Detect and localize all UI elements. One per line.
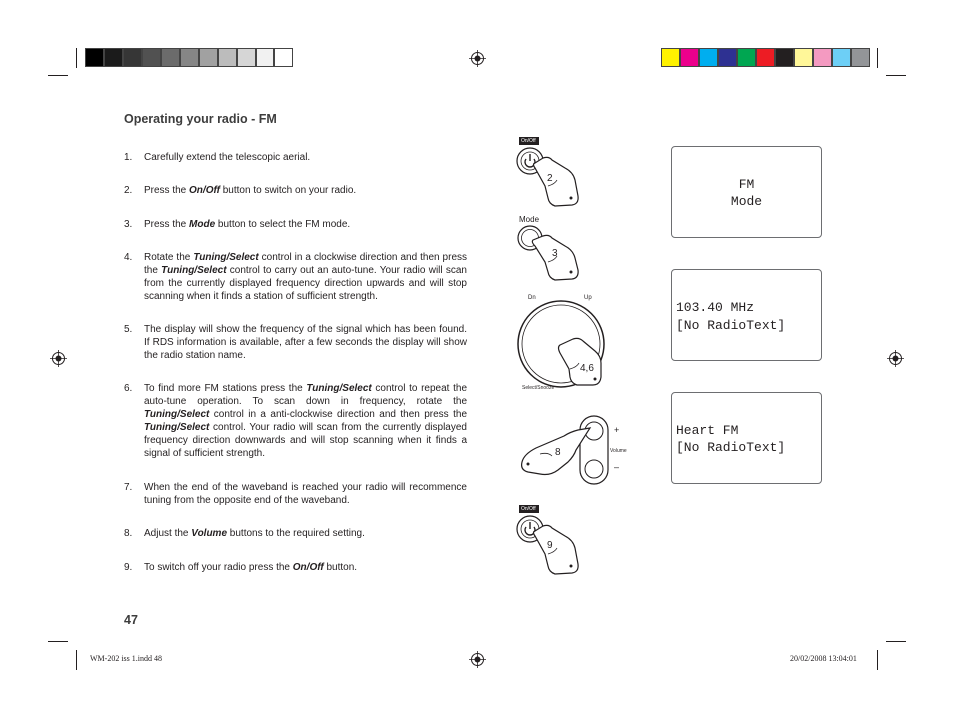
tuning-knob-illustration [515, 293, 615, 393]
gray-swatch [237, 48, 256, 67]
registration-mark-icon [887, 350, 904, 367]
instruction-step [124, 561, 467, 574]
gray-swatch [142, 48, 161, 67]
step-number: 7. [124, 482, 133, 493]
control-name: On/Off [292, 562, 324, 573]
finger-pressing-onoff-icon [515, 134, 595, 210]
step-callout: 8 [555, 447, 561, 458]
mode-button-label: Mode [519, 215, 540, 224]
volume-press-illustration [518, 414, 628, 486]
control-name: On/Off [189, 185, 220, 196]
color-swatch [775, 48, 794, 67]
page-number: 47 [124, 613, 138, 627]
tuning-knob-icon [515, 293, 615, 393]
step-callout: 9 [547, 540, 553, 551]
step-number: 2. [124, 185, 133, 196]
instruction-step [124, 481, 467, 507]
color-swatch [832, 48, 851, 67]
color-swatch [699, 48, 718, 67]
lcd-display-frequency [671, 269, 822, 361]
color-swatch [813, 48, 832, 67]
color-swatch [756, 48, 775, 67]
up-label: Up [584, 295, 592, 301]
instruction-step [124, 251, 467, 303]
crop-mark [877, 650, 878, 670]
step-text: Rotate the Tuning/Select control in a clockwise direction and then press the Tuning/Select control to carry out an auto-tune. Your radio will scan from the currently displayed frequency direction upwards and will stop scanning when it finds a station of sufficient strength. [144, 252, 468, 302]
gray-swatch [218, 48, 237, 67]
step-text: To switch off your radio press the On/Off button. [144, 562, 358, 573]
crop-mark [76, 650, 77, 670]
step-number: 1. [124, 152, 133, 163]
control-name: Tuning/Select [144, 409, 210, 420]
step-callout: 2 [547, 173, 553, 184]
color-swatch [794, 48, 813, 67]
gray-swatch [274, 48, 293, 67]
onoff-button-label: On/Off [521, 138, 536, 144]
dn-label: Dn [528, 295, 536, 301]
crop-mark [48, 641, 68, 642]
crop-mark [886, 75, 906, 76]
step-text: Carefully extend the telescopic aerial. [144, 152, 311, 163]
volume-minus-label: – [614, 462, 620, 472]
step-text: The display will show the frequency of the signal which has been found. If RDS information is available, after a few seconds the display will show the radio station name. [144, 324, 467, 361]
step-text: Press the Mode button to select the FM mode. [144, 219, 351, 230]
lcd-display-station [671, 392, 822, 484]
crop-mark [76, 48, 77, 68]
color-swatch [737, 48, 756, 67]
registration-mark-icon [469, 50, 486, 67]
instruction-step [124, 184, 467, 197]
gray-swatch [180, 48, 199, 67]
gray-swatch [85, 48, 104, 67]
step-text: Adjust the Volume buttons to the required setting. [144, 528, 365, 539]
volume-plus-label: + [614, 425, 620, 435]
step-number: 6. [124, 383, 133, 394]
page-heading: Operating your radio - FM [124, 112, 277, 126]
lcd-display-fm-mode [671, 146, 822, 238]
crop-mark [877, 48, 878, 68]
lcd-line-1: FM [738, 177, 755, 192]
onoff-off-press-illustration [515, 503, 595, 579]
color-swatch [718, 48, 737, 67]
control-name: Volume [191, 528, 228, 539]
footer-datetime: 20/02/2008 13:04:01 [790, 654, 857, 663]
control-name: Tuning/Select [306, 383, 372, 394]
registration-mark-icon [50, 350, 67, 367]
color-swatch [680, 48, 699, 67]
volume-label: Volume [610, 448, 627, 454]
control-name: Mode [189, 219, 216, 230]
onoff-press-illustration [515, 134, 595, 210]
instruction-step [124, 151, 467, 164]
gray-swatch [104, 48, 123, 67]
step-number: 9. [124, 562, 133, 573]
lcd-line-2: [No RadioText] [676, 318, 786, 333]
lcd-line-2: [No RadioText] [676, 440, 786, 455]
finger-pressing-onoff-icon [515, 503, 595, 579]
crop-mark [48, 75, 68, 76]
gray-swatch [123, 48, 142, 67]
lcd-line-1: 103.40 MHz [676, 300, 755, 315]
registration-mark-icon [469, 651, 486, 668]
step-text: To find more FM stations press the Tuning/Select control to repeat the auto-tune operation. To scan down in frequency, rotate the Tuning/Select control in a anti-clockwise direction and then press the Tuning/Select control. Your radio will scan from the currently displayed frequency direction downwards and will stop scanning when it finds a signal of sufficient strength. [144, 383, 468, 459]
lcd-line-1: Heart FM [676, 423, 739, 438]
step-number: 3. [124, 219, 133, 230]
instruction-step [124, 323, 467, 362]
step-number: 8. [124, 528, 133, 539]
instruction-step [124, 527, 467, 540]
instruction-step [124, 218, 467, 231]
step-number: 4. [124, 252, 133, 263]
color-swatch [661, 48, 680, 67]
step-text: Press the On/Off button to switch on your radio. [144, 185, 357, 196]
control-name: Tuning/Select [144, 422, 210, 433]
gray-swatch [161, 48, 180, 67]
gray-swatch [256, 48, 274, 67]
onoff-button-label: On/Off [521, 506, 536, 512]
step-callout: 4,6 [580, 363, 594, 374]
step-callout: 3 [552, 248, 558, 259]
instruction-step [124, 382, 467, 460]
crop-mark [886, 641, 906, 642]
footer-filename: WM-202 iss 1.indd 48 [90, 654, 162, 663]
gray-swatch [199, 48, 218, 67]
color-swatch [851, 48, 870, 67]
control-name: Tuning/Select [161, 265, 227, 276]
select-snooze-label: Select/Snooze [522, 385, 555, 391]
step-number: 5. [124, 324, 133, 335]
mode-press-illustration [515, 214, 595, 284]
control-name: Tuning/Select [193, 252, 259, 263]
step-text: When the end of the waveband is reached your radio will recommence tuning from the opposite end of the waveband. [144, 482, 467, 506]
lcd-line-2: Mode [730, 194, 763, 209]
